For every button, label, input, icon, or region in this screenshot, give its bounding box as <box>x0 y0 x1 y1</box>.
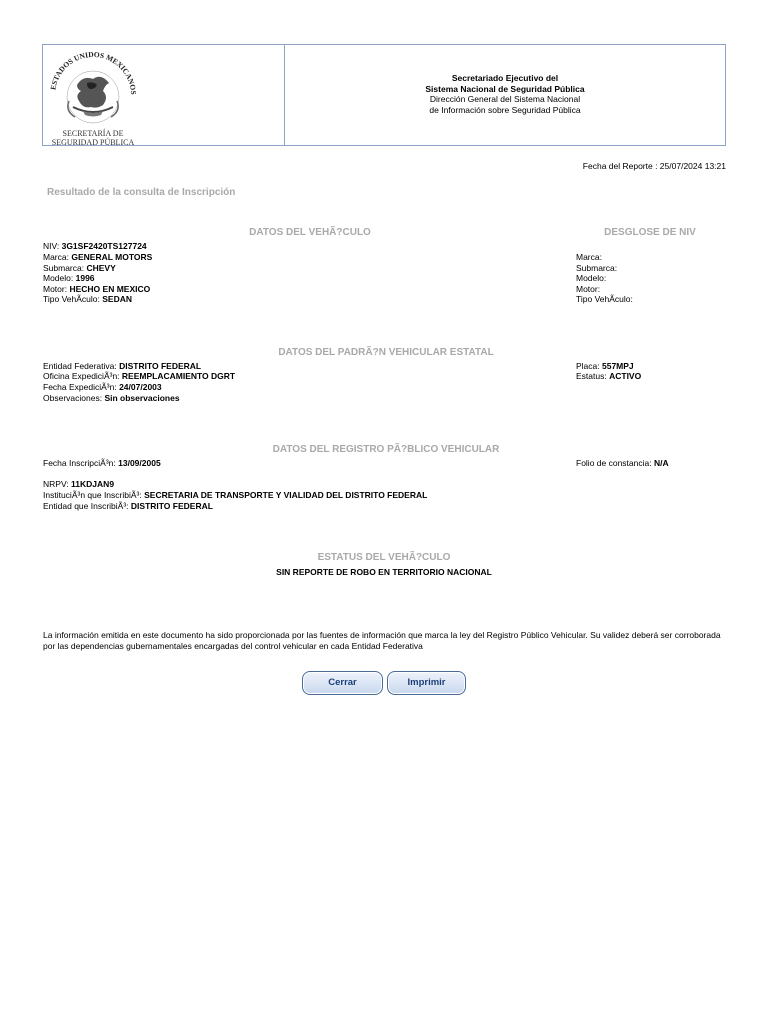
fecha-inscripcion-row: Fecha InscripciÃ³n: 13/09/2005 <box>43 458 161 468</box>
niv-submarca-row: Submarca: <box>576 263 618 273</box>
niv-tipo-row: Tipo VehÃculo: <box>576 294 633 304</box>
header-line-1: Secretariado Ejecutivo del <box>451 73 559 83</box>
niv-motor-row: Motor: <box>576 284 601 294</box>
placa-row: Placa: 557MPJ <box>576 361 634 371</box>
submarca-row: Submarca: CHEVY <box>43 263 116 273</box>
header-line-3: Dirección General del Sistema Nacional <box>429 94 581 104</box>
header-text <box>285 73 725 115</box>
header-box <box>42 44 726 146</box>
niv-marca-row: Marca: <box>576 252 602 262</box>
folio-row: Folio de constancia: N/A <box>576 458 669 468</box>
niv-modelo-row: Modelo: <box>576 273 607 283</box>
status-title: ESTATUS DEL VEHÃ?CULO <box>317 552 451 563</box>
oficina-row: Oficina ExpediciÃ³n: REEMPLACAMIENTO DGRT <box>43 371 236 381</box>
entidad-row: Entidad Federativa: DISTRITO FEDERAL <box>43 361 202 371</box>
secretaria-caption: SECRETARÍA DE SEGURIDAD PÚBLICA <box>51 129 135 147</box>
fecha-expedicion-row: Fecha ExpediciÃ³n: 24/07/2003 <box>43 382 162 392</box>
print-button[interactable]: Imprimir <box>387 671 466 695</box>
status-value: SIN REPORTE DE ROBO EN TERRITORIO NACIONAL <box>276 567 492 577</box>
niv-row: NIV: 3G1SF2420TS127724 <box>43 241 147 251</box>
motor-row: Motor: HECHO EN MEXICO <box>43 284 151 294</box>
estatus-row: Estatus: ACTIVO <box>576 371 642 381</box>
nrpv-row: NRPV: 11KDJAN9 <box>43 479 115 489</box>
disclaimer-text: La información emitida en este documento ha sido proporcionada por las fuentes de información que marca la ley del Registro Público Vehicular. Su validez deberá ser corroborada por las dependencias gubernamentales encargadas del control vehicular en cada Entidad Federativa <box>43 630 721 651</box>
close-button[interactable]: Cerrar <box>302 671 383 695</box>
observaciones-row: Observaciones: Sin observaciones <box>43 393 180 403</box>
result-title: Resultado de la consulta de Inscripción <box>47 187 236 198</box>
institucion-row: InstituciÃ³n que InscribiÃ³: SECRETARIA DE TRANSPORTE Y VIALIDAD DEL DISTRITO FEDERAL <box>43 490 428 500</box>
header-line-2: Sistema Nacional de Seguridad Pública <box>425 83 585 94</box>
niv-breakdown-title: DESGLOSE DE NIV <box>604 227 696 238</box>
public-registry-title: DATOS DEL REGISTRO PÃ?BLICO VEHICULAR <box>272 444 500 455</box>
marca-row: Marca: GENERAL MOTORS <box>43 252 153 262</box>
tipo-row: Tipo VehÃculo: SEDAN <box>43 294 133 304</box>
report-date: Fecha del Reporte : 25/07/2024 13:21 <box>582 161 726 171</box>
mexico-coat-of-arms-logo <box>43 45 143 131</box>
vehicle-section-title: DATOS DEL VEHÃ?CULO <box>249 227 371 238</box>
header-line-4: de Información sobre Seguridad Pública <box>429 104 581 115</box>
state-registry-title: DATOS DEL PADRÃ?N VEHICULAR ESTATAL <box>278 347 494 358</box>
modelo-row: Modelo: 1996 <box>43 273 95 283</box>
svg-text:ESTADOS UNIDOS MEXICANOS: ESTADOS UNIDOS MEXICANOS <box>48 49 139 95</box>
seal-area <box>43 45 284 145</box>
entidad-inscribio-row: Entidad que InscribiÃ³: DISTRITO FEDERAL <box>43 501 213 511</box>
